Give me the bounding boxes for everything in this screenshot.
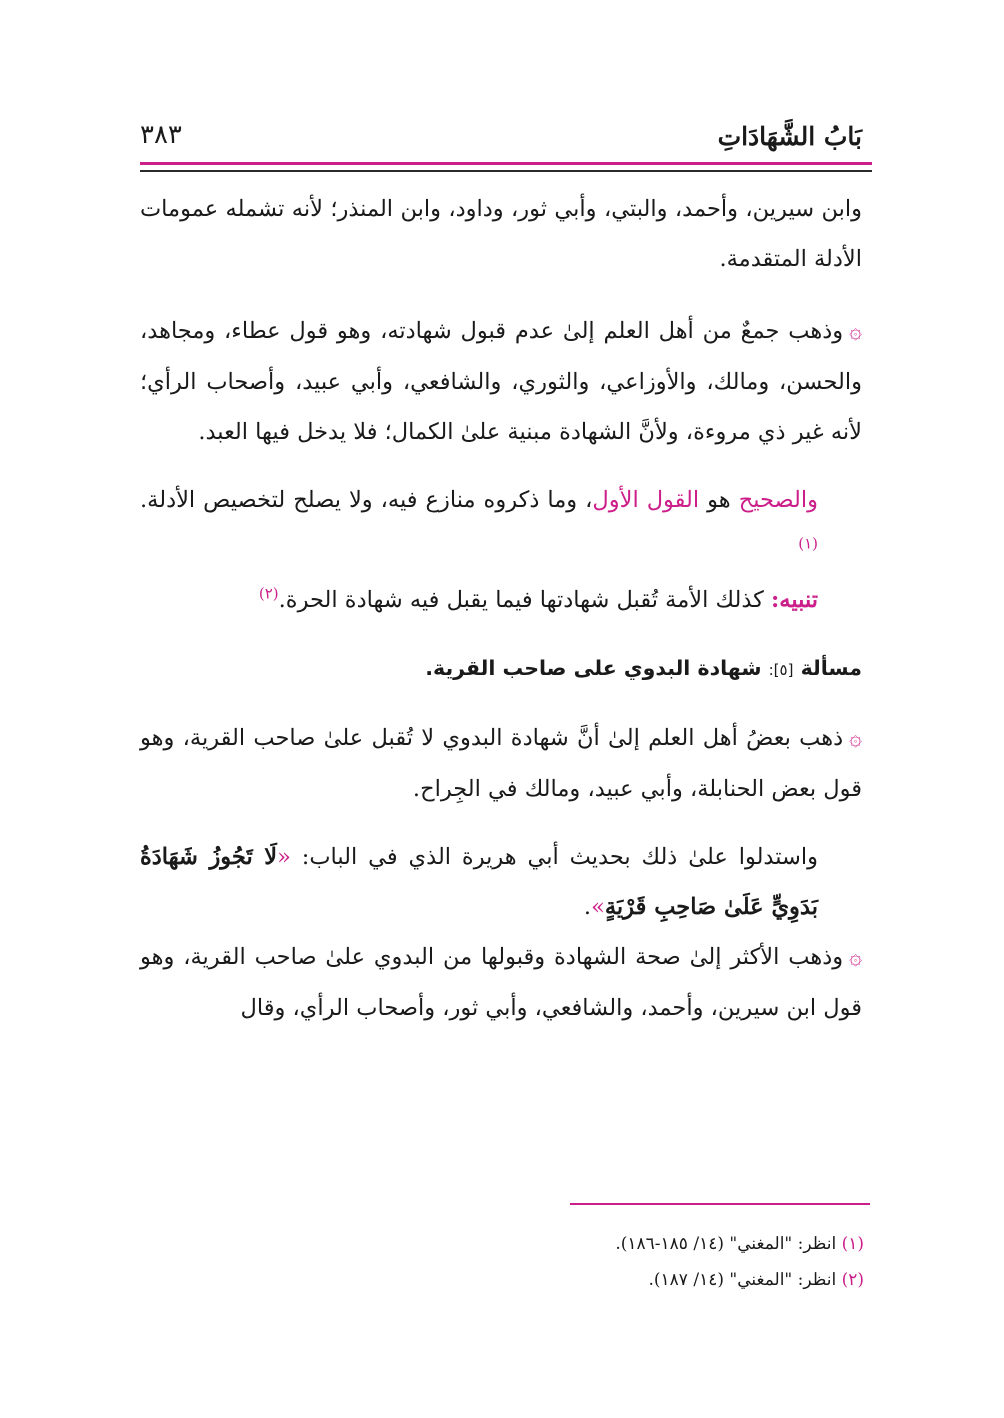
footnote-2-text: انظر: "المغني" (١٤/ ١٨٧). (648, 1270, 837, 1290)
page-body (140, 184, 862, 1033)
header-rule-accent (140, 162, 872, 165)
flower-ornament-icon: ۞ (849, 726, 862, 751)
masala-number: [٥]: (768, 661, 794, 679)
paragraph-4 (140, 713, 862, 814)
masala-heading (140, 643, 862, 695)
footnotes (615, 1226, 864, 1298)
header-rule (140, 170, 872, 172)
paragraph-6 (140, 932, 862, 1033)
paragraph-2-text: وذهب جمعٌ من أهل العلم إلىٰ عدم قبول شهادته، وهو قول عطاء، ومجاهد، والحسن، ومالك، والأوزاعي، والثوري، والشافعي، وأبي عبيد، وأصحاب الرأي؛ لأنه غير ذي مروءة، ولأنَّ الشهادة مبنية علىٰ الكمال؛ فلا يدخل فيها العبد. (140, 318, 862, 445)
running-title: بَابُ الشَّهَادَاتِ (717, 122, 862, 151)
paragraph-5-intro: واستدلوا علىٰ ذلك بحديث أبي هريرة الذي في الباب: (290, 844, 818, 870)
paragraph-4-text: ذهب بعضُ أهل العلم إلىٰ أنَّ شهادة البدوي لا تُقبل علىٰ صاحب القرية، وهو قول بعض الحنابلة، وأبي عبيد، ومالك في الجِراح. (140, 725, 862, 802)
paragraph-3-rest: ، وما ذكروه منازع فيه، ولا يصلح لتخصيص الأدلة. (140, 487, 593, 513)
paragraph-3-connector: هو (699, 487, 739, 513)
first-opinion-label: القول الأول (592, 487, 700, 513)
footnote-ref-1[interactable]: (١) (798, 534, 818, 553)
masala-label: مسألة (800, 656, 862, 680)
paragraph-1: وابن سيرين، وأحمد، والبتي، وأبي ثور، وداود، وابن المنذر؛ لأنه تشمله عمومات الأدلة المتقدمة. (140, 196, 862, 272)
note-label: تنبيه: (771, 587, 818, 613)
paragraph-3 (140, 475, 862, 575)
footnote-1-text: انظر: "المغني" (١٤/ ١٨٥-١٨٦). (615, 1234, 837, 1254)
sahih-label: والصحيح (738, 487, 819, 513)
footnote-2-number: (٢) (841, 1270, 864, 1290)
footnote-1-number: (١) (841, 1234, 864, 1254)
flower-ornament-icon: ۞ (849, 945, 862, 970)
masala-title: شهادة البدوي على صاحب القرية. (425, 656, 769, 680)
page-header (140, 118, 862, 158)
note-text: كذلك الأمة تُقبل شهادتها فيما يقبل فيه شهادة الحرة. (278, 587, 771, 613)
footnote-rule (570, 1203, 870, 1205)
page-number: ٣٨٣ (140, 120, 182, 150)
hadith-text: لَا تَجُوزُ شَهَادَةُ بَدَوِيٍّ عَلَىٰ صَاحِبِ قَرْيَةٍ (140, 844, 818, 920)
paragraph-5 (140, 832, 862, 932)
paragraph-2 (140, 306, 862, 457)
footnote-2 (615, 1262, 864, 1298)
footnote-ref-2[interactable]: (٢) (258, 584, 279, 603)
hadith-close-quote: » (591, 894, 605, 920)
flower-ornament-icon: ۞ (849, 319, 862, 344)
footnote-1 (615, 1226, 864, 1262)
hadith-open-quote: « (277, 844, 291, 870)
note-paragraph (140, 575, 862, 625)
paragraph-5-end: . (583, 894, 592, 920)
paragraph-6-text: وذهب الأكثر إلىٰ صحة الشهادة وقبولها من البدوي علىٰ صاحب القرية، وهو قول ابن سيرين، وأحمد، والشافعي، وأبي ثور، وأصحاب الرأي، وقال (140, 944, 862, 1021)
